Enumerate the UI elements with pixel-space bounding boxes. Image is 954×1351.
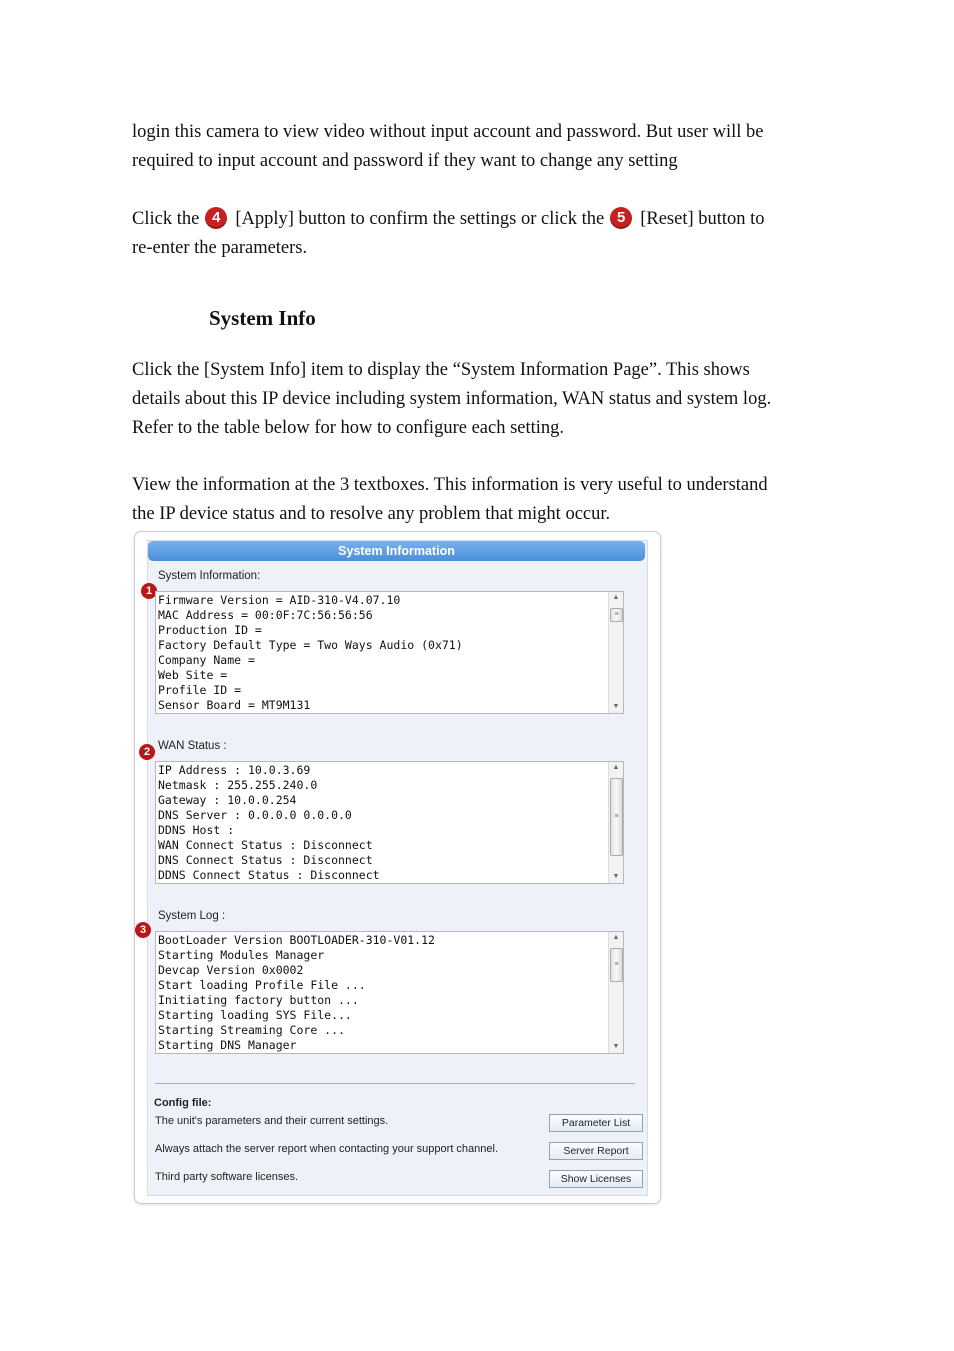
- scroll-down-icon[interactable]: ▼: [612, 1043, 620, 1050]
- scroll-up-icon[interactable]: ▲: [612, 764, 620, 771]
- system-log-textbox[interactable]: [155, 931, 624, 1054]
- log-line: MAC Address = 00:0F:7C:56:56:56: [158, 608, 373, 622]
- section-heading: System Info: [209, 306, 316, 330]
- callout-3-icon: 3: [135, 922, 151, 938]
- text-line: the IP device status and to resolve any problem that might occur.: [132, 504, 611, 524]
- config-file-title: Config file:: [154, 1097, 212, 1109]
- log-line: DDNS Host :: [158, 823, 235, 837]
- scrollbar[interactable]: [608, 932, 623, 1053]
- log-line: IP Address : 10.0.3.69: [158, 763, 311, 777]
- log-line: Gateway : 10.0.0.254: [158, 793, 297, 807]
- text-fragment: Click the: [132, 209, 200, 229]
- scroll-up-icon[interactable]: ▲: [612, 594, 620, 601]
- callout-1-icon: 1: [141, 583, 157, 599]
- text-line: Refer to the table below for how to configure each setting.: [132, 418, 565, 438]
- wan-status-text: [158, 763, 380, 883]
- callout-4-icon: 4: [205, 207, 227, 229]
- scrollbar[interactable]: [608, 592, 623, 713]
- system-info-textbox[interactable]: [155, 591, 624, 714]
- apply-reset-paragraph: [132, 205, 832, 263]
- log-line: Firmware Version = AID-310-V4.07.10: [158, 593, 401, 607]
- log-line: Starting DNS Manager: [158, 1038, 297, 1052]
- config-row-text: Always attach the server report when contacting your support channel.: [155, 1143, 499, 1155]
- log-line: Sensor Board = MT9M131: [158, 698, 311, 712]
- system-log-text: [158, 933, 435, 1053]
- log-line: Starting loading SYS File...: [158, 1008, 352, 1022]
- text-line: required to input account and password if they want to change any setting: [132, 151, 678, 171]
- text-line: View the information at the 3 textboxes. This information is very useful to understand: [132, 475, 768, 495]
- text-line: [132, 205, 832, 234]
- log-line: BootLoader Version BOOTLOADER-310-V01.12: [158, 933, 435, 947]
- description-paragraph: [132, 356, 832, 443]
- callout-5-icon: 5: [610, 207, 632, 229]
- scrollbar[interactable]: [608, 762, 623, 883]
- system-info-text: [158, 593, 463, 713]
- wan-status-textbox[interactable]: [155, 761, 624, 884]
- scroll-up-icon[interactable]: ▲: [612, 934, 620, 941]
- server-report-button[interactable]: Server Report: [549, 1142, 643, 1160]
- config-row-text: The unit's parameters and their current settings.: [155, 1115, 389, 1127]
- log-line: Starting Modules Manager: [158, 948, 325, 962]
- scroll-thumb[interactable]: ≡: [610, 778, 623, 856]
- config-row-text: Third party software licenses.: [155, 1171, 299, 1183]
- system-information-screenshot: [134, 531, 661, 1204]
- intro-paragraph: [132, 118, 832, 176]
- text-line: login this camera to view video without input account and password. But user will be: [132, 122, 764, 142]
- log-line: DNS Server : 0.0.0.0 0.0.0.0: [158, 808, 352, 822]
- log-line: Factory Default Type = Two Ways Audio (0x71): [158, 638, 463, 652]
- log-line: Company Name =: [158, 653, 255, 667]
- system-log-label: System Log :: [158, 910, 226, 922]
- callout-2-icon: 2: [139, 744, 155, 760]
- view-paragraph: [132, 471, 832, 529]
- log-line: Start loading Profile File ...: [158, 978, 366, 992]
- log-line: DDNS Connect Status : Disconnect: [158, 868, 380, 882]
- log-line: Production ID =: [158, 623, 262, 637]
- log-line: Netmask : 255.255.240.0: [158, 778, 318, 792]
- text-line: details about this IP device including system information, WAN status and system log.: [132, 389, 772, 409]
- system-info-label: System Information:: [158, 570, 261, 582]
- show-licenses-button[interactable]: Show Licenses: [549, 1170, 643, 1188]
- log-line: Devcap Version 0x0002: [158, 963, 304, 977]
- log-line: WAN Connect Status : Disconnect: [158, 838, 373, 852]
- scroll-thumb[interactable]: ≡: [610, 608, 623, 622]
- divider: [155, 1083, 635, 1084]
- text-line: re-enter the parameters.: [132, 238, 308, 258]
- text-fragment: [Apply] button to confirm the settings or click the: [235, 209, 605, 229]
- log-line: Web Site =: [158, 668, 228, 682]
- text-fragment: [Reset] button to: [640, 209, 765, 229]
- log-line: DNS Connect Status : Disconnect: [158, 853, 373, 867]
- log-line: Initiating factory button ...: [158, 993, 359, 1007]
- parameter-list-button[interactable]: Parameter List: [549, 1114, 643, 1132]
- log-line: Starting Streaming Core ...: [158, 1023, 345, 1037]
- text-line: Click the [System Info] item to display the “System Information Page”. This shows: [132, 360, 750, 380]
- scroll-thumb[interactable]: ≡: [610, 948, 623, 982]
- scroll-down-icon[interactable]: ▼: [612, 873, 620, 880]
- scroll-down-icon[interactable]: ▼: [612, 703, 620, 710]
- log-line: Profile ID =: [158, 683, 242, 697]
- wan-status-label: WAN Status :: [158, 740, 227, 752]
- panel-title: System Information: [148, 541, 645, 561]
